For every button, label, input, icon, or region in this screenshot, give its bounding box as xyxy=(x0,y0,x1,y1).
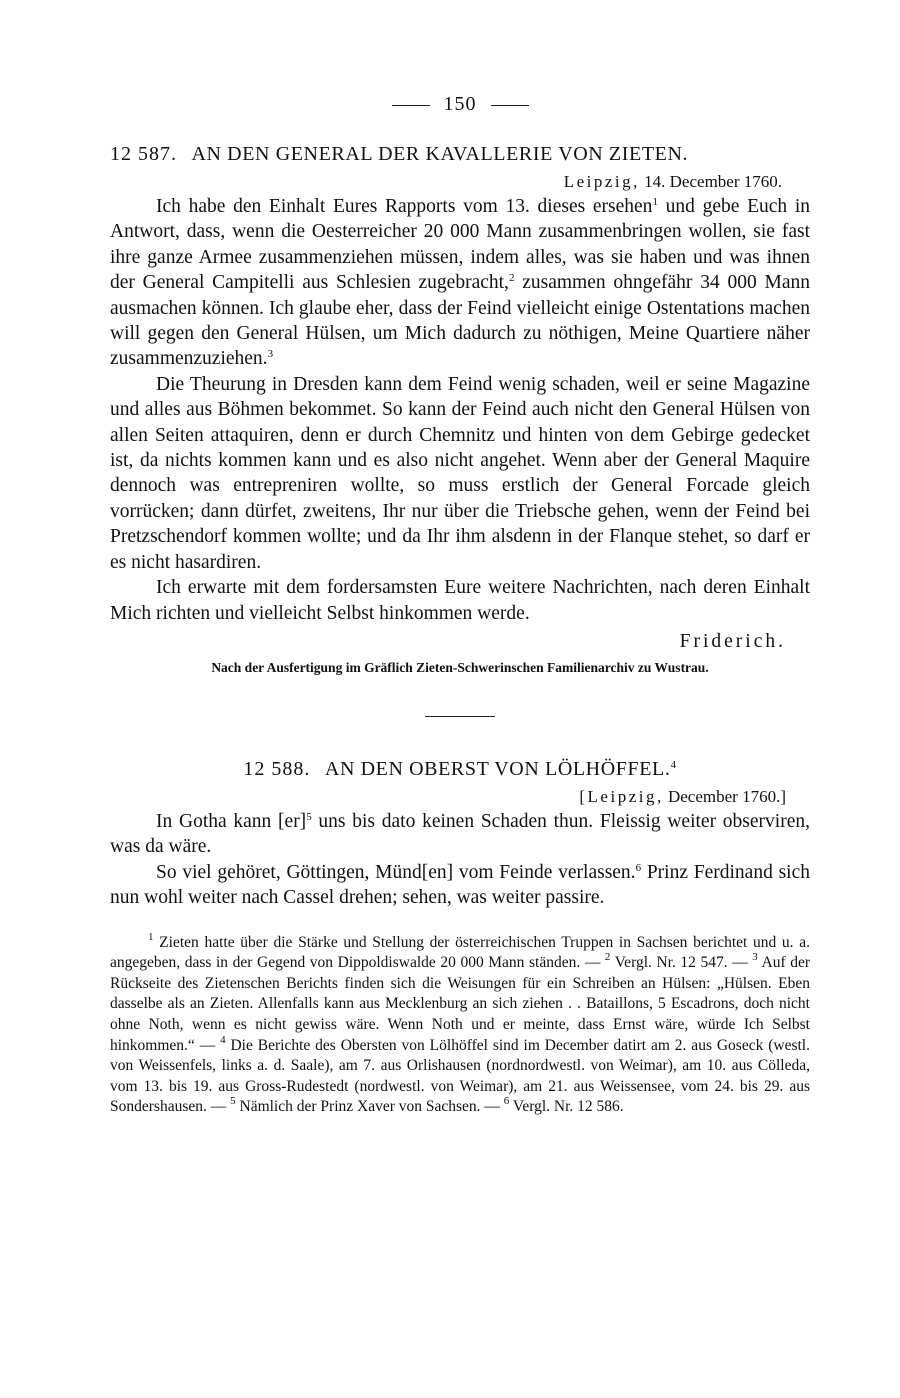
footnote-ref: 3 xyxy=(267,348,274,361)
footnote-mark: 1 xyxy=(148,930,154,943)
letter-body xyxy=(110,194,810,626)
dateline-place: Leipzig, xyxy=(563,172,640,191)
paragraph-text: Prinz Ferdinand sich nun wohl weiter nach Cassel drehen; sehen, was weiter passire. xyxy=(110,861,810,909)
dateline xyxy=(110,785,810,809)
letter-body xyxy=(110,809,810,911)
footnote-ref: 4 xyxy=(670,758,677,771)
footnote-text: Nämlich der Prinz Xaver von Sachsen. — xyxy=(235,1098,504,1116)
footnote-block xyxy=(110,930,811,1118)
paragraph-text: zusammen ohngefähr 34 000 Mann ausmachen können. Ich glaube eher, dass der Feind vielleicht einige Ostentations machen will gegen den General Hülsen, um Mich dadurch zu nöthigen, Meine Quartiere näher zusammenzuziehen. xyxy=(110,272,810,370)
dateline-place: [Leipzig, xyxy=(579,786,664,806)
footnote-text: Vergl. Nr. 12 586. xyxy=(509,1098,624,1116)
footnote-text: Die Berichte des Obersten von Lölhöffel sind im December datirt am 2. aus Goseck (westl. von Weissenfels, links a. d. Saale), am 7. aus Orlishausen (nordnordwestl. von Weimar), am 10. aus Cölleda, vom 13. bis 19. aus Gross-Rudestedt (nordwestl. von Weimar), am 21. aus Weissensee, vom 24. bis 29. aus Sondershausen. — xyxy=(110,1036,810,1116)
running-head-dash-left xyxy=(392,105,430,106)
footnote-mark: 2 xyxy=(604,951,611,964)
dateline-date: 14. December 1760. xyxy=(644,172,782,191)
footnote-text: Auf der Rückseite des Zietenschen Berichts finden sich die Weisungen für ein Schreiben an Hülsen: „Hülsen. Eben dasselbe als an Zieten. Allenfalls kann aus Mecklenburg an sich ziehen . . Bataillons, 5 Escadrons, doch nicht ohne Noth, wenn es nicht gewiss wäre. Wenn Noth und er meinte, dass Ernst wäre, würde Ich Selbst hinkommen.“ — xyxy=(110,954,811,1054)
dateline-date: December 1760.] xyxy=(667,786,786,806)
running-head-dash-right xyxy=(491,105,529,106)
letter-heading xyxy=(110,755,810,783)
dateline xyxy=(110,170,810,194)
footnote-ref: 6 xyxy=(635,861,642,874)
paragraph: Die Theurung in Dresden kann dem Feind wenig schaden, weil er seine Magazine und alles aus Böhmen bekommet. So kann der Feind auch nicht den General Hülsen von allen Seiten attaquiren, denn er durch Chemnitz und hinten von dem Gebirge gedecket ist, da nichts kommen kann und es also nicht angehet. Wenn aber der General Maquire dennoch was entrepreniren wollte, so muss erstlich der General Forcade gleich vorrücken; dann dürfet, zweitens, Ihr nur über die Triebsche gehen, wenn der Feind bei Pretzschendorf kommen wollte; und da Ihr ihm alsdenn in der Flanque stehet, so darf er es nicht hasardiren. xyxy=(110,373,810,573)
footnote-mark: 3 xyxy=(752,951,758,964)
footnote-mark: 4 xyxy=(220,1033,226,1046)
footnotes xyxy=(110,930,811,1118)
letter-number: 12 587. xyxy=(110,143,177,165)
page-number: 150 xyxy=(443,93,477,115)
section-divider xyxy=(425,716,495,717)
source-note: Nach der Ausfertigung im Gräflich Zieten-Schwerinschen Familienarchiv zu Wustrau. xyxy=(211,659,709,675)
footnote-text: Zieten hatte über die Stärke und Stellung der österreichischen Truppen in Sachsen berichtet und u. a. angegeben, dass in der Gegend von Dippoldiswalde 20 000 Mann ständen. — xyxy=(110,933,810,972)
footnote-text: Vergl. Nr. 12 547. — xyxy=(610,954,753,972)
paragraph-text: Ich habe den Einhalt Eures Rapports vom 13. dieses ersehen xyxy=(156,196,653,217)
document-page xyxy=(110,84,810,1118)
paragraph xyxy=(110,809,810,860)
footnote-mark: 5 xyxy=(230,1095,236,1108)
paragraph-text: In Gotha kann [er] xyxy=(156,810,307,832)
footnote-ref: 2 xyxy=(508,272,515,285)
paragraph xyxy=(110,860,810,911)
paragraph: Ich erwarte mit dem fordersamsten Eure weitere Nachrichten, nach deren Einhalt Mich richten und vielleicht Selbst hinkommen werde. xyxy=(110,577,810,624)
footnote-mark: 6 xyxy=(503,1095,510,1108)
signature: Friderich. xyxy=(679,630,786,652)
letter-recipient: AN DEN GENERAL DER KAVALLERIE VON ZIETEN. xyxy=(191,143,689,165)
letter-number: 12 588. xyxy=(243,757,311,780)
paragraph-text: So viel gehöret, Göttingen, Münd[en] vom Feinde verlassen. xyxy=(156,861,636,883)
paragraph-text: uns bis dato keinen Schaden thun. Fleissig weiter observiren, was da wäre. xyxy=(110,810,810,858)
paragraph xyxy=(110,194,810,372)
running-head xyxy=(110,84,810,124)
footnote-ref: 5 xyxy=(306,810,312,823)
footnote-ref: 1 xyxy=(652,196,658,208)
letter-recipient: AN DEN OBERST VON LÖLHÖFFEL. xyxy=(324,757,671,780)
letter-heading xyxy=(110,140,810,168)
paragraph-text: und gebe Euch in Antwort, dass, wenn die Oesterreicher 20 000 Mann zusammenbringen wollen, sie fast ihre ganze Armee zusammenziehen müssen, indem alles, was sie haben und was ihnen der General Campitelli aus Schlesien zugebracht, xyxy=(110,196,810,294)
